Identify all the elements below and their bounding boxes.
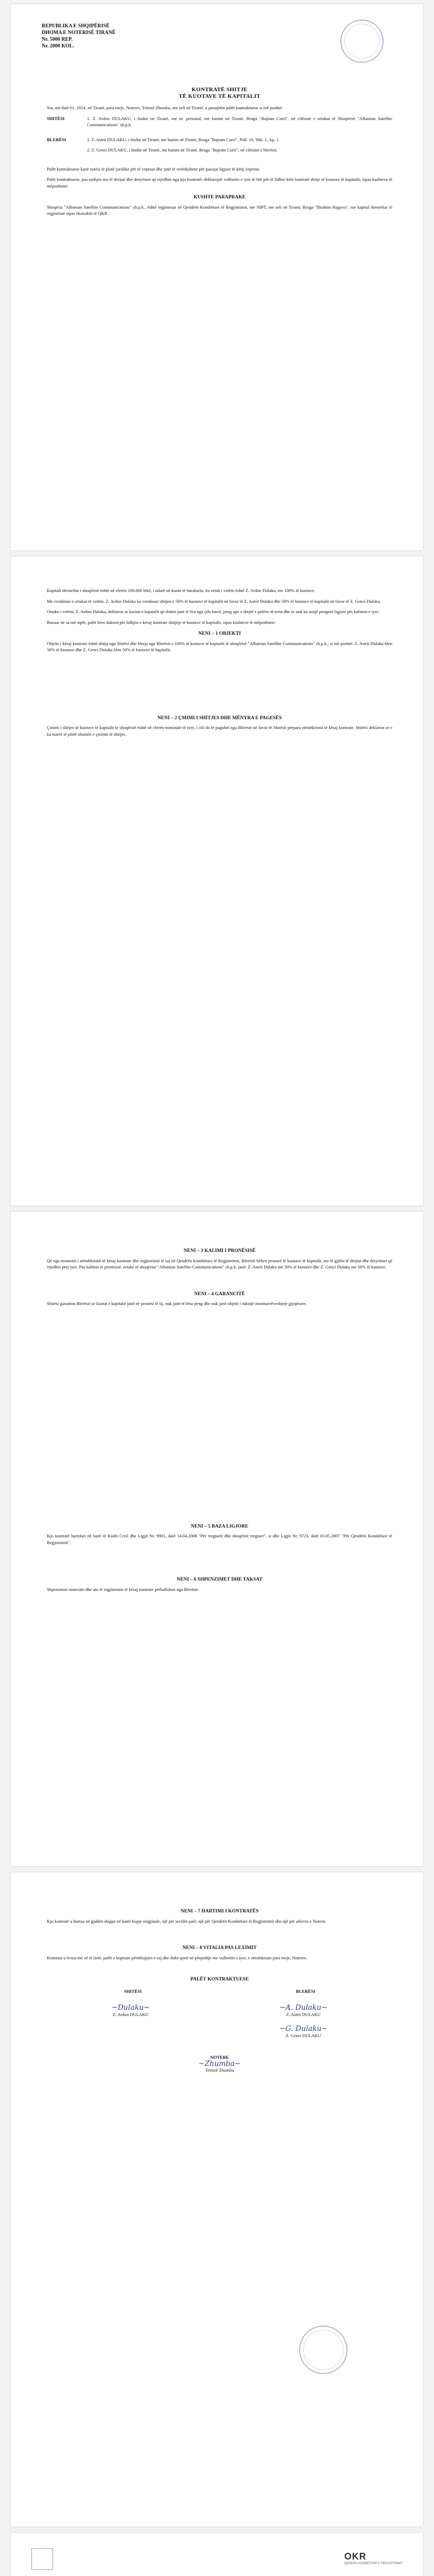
article-text: Shpenzimet noteriale dhe ato të regjistrimit të kësaj kontrate përballohen nga Blerësit. [47,1586,199,1592]
seller-block: SHITËSI 1. Z. Ardon DULAKU, i lindur në Tiranë, me nr. personal, me banim në Tiranë, Rruga "Bajram Curri", në cilësinë e ortakut të Shoqërisë "Albanian Satellite Communications" sh.p.k. [47,115,392,127]
article-title: NENI – 2 ÇMIMI I SHITJES DHE MËNYRA E PAGESËS [157,715,282,721]
document-page-4 [11,1872,423,2527]
buyer-2-name: Z. Genci DULAKU [286,2032,321,2038]
seller-signature: ~Dulaku~ [111,2004,150,2012]
notary-header [42,23,115,49]
paragraph: Bazuar në sa më sipër, palët bien dakord për lidhjen e kësaj kontrate shitjeje të kuotave të kapitalit, sipas kushteve të mëposhtme: [47,619,276,625]
header-line: Nr. 2000 KOL. [42,43,74,49]
article-text: Objekt i kësaj kontrate është shitja nga Shitësi dhe blerja nga Blerësit e 100% të kuotave të kapitalit të shoqërisë "Albanian Satellite Communications" sh.p.k., si më poshtë: Z. Astrit Dulaku blen 50% të kuotave dhe Z. Genci Dulaku blen 50% të kuotave të kapitalit. [47,640,392,652]
notary-name: Trimzë Zhumba [205,2067,234,2073]
emblem-icon [31,2548,53,2570]
article-title: NENI – 3 KALIMI I PRONËSISË [183,1248,256,1253]
document-subtitle: TË KUOTAVE TË KAPITALIT [179,93,261,99]
paragraph: Ortaku i vetëm, Z. Ardon Dulaku, deklaron se kuotat e kapitalit që shiten janë të lira nga çdo barrë, peng apo e drejtë e palëve të treta dhe se nuk ka asnjë pengesë ligjore për kalimin e tyre. [47,609,380,614]
article-title: NENI – 8 VITALIA PAS LEXIMIT [182,1945,257,1951]
header-line: Nr. 5000 REP. [42,37,73,42]
paragraph: Shoqëria "Albanian Satellite Communications" sh.p.k., është regjistruar në Qendrën Kombëtare të Regjistrimit, me NIPT, me seli në Tiranë, Rruga "Ibrahim Rugova", me kapital themeltar të regjistruar sipas ekstraktit të QKR. [47,204,392,216]
paragraph: Palët kontraktuese, pas njohjes me të drejtat dhe detyrimet që rrjedhin nga kjo kontratë, deklarojnë vullnetin e tyre të lirë për të lidhur këtë kontratë shitje të kuotave të kapitalit, sipas kushteve të mëposhtme: [47,177,392,189]
signature-labels: SHITËSI BLERËSI [124,1988,316,1994]
header-line: REPUBLIKA E SHQIPËRISË [42,23,110,29]
document-page-3 [11,1212,423,1866]
notary-seal [299,2326,348,2374]
article-text: Kjo kontratë u hartua në gjuhën shqipe në katër kopje origjinale, një për secilën palë, një për Qendrën Kombëtare të Regjistrimit dhe një për arkivin e Noterit. [47,1918,326,1924]
seller-name: Z. Ardon DULAKU [113,2011,149,2017]
article-text: Kjo kontratë hartohet në bazë të Kodit Civil dhe Ligjit Nr. 9901, datë 14.04.2008 "Për tregtarët dhe shoqëritë tregtare", si dhe Ligjit Nr. 9723, datë 03.05.2007 "Për Qendrën Kombëtare të Regjistrimit". [47,1533,392,1545]
registry-header [31,2548,403,2576]
registry-extract-page-1 [11,2533,423,2576]
signature-row [47,2005,392,2039]
article-title: NENI – 5 BAZA LIGJORE [190,1523,249,1529]
notary-seal [340,20,384,63]
buyer-block: BLERËSI 1. Z. Astrit DULAKU, i lindur në Tiranë, me banim në Tiranë, Rruga "Bajram Curri", Pall. 10, Shk. 1, Ap. 1. 2. Z. Genci DULAKU, i lindur në Tiranë, me banim në Tiranë, Rruga "Bajram Curri", në cilësinë e blerësit. [47,137,280,152]
buyer-1-name: Z. Astrit DULAKU [286,2011,321,2017]
notary-signature: ~Zhumba~ [198,2059,241,2068]
intro-paragraph: Sot, më datë 01. 2014, në Tiranë, para meje, Noteres, Trimzë Zhumba, me seli në Tiranë, u paraqitën palët kontraktuese si më poshtë: [47,105,283,110]
article-title: NENI – 7 HARTIMI I KONTRATËS [180,1909,259,1914]
buyer-2-signature: ~G. Dulaku~ [279,2025,328,2033]
document-page-1 [11,4,423,550]
buyer-1-signature: ~A. Dulaku~ [279,2004,327,2012]
article-text: Kontrata u lexua me zë të lartë, palët e kuptuan përmbajtjen e saj dhe duke qenë në përputhje me vullnetin e tyre, e nënshkruan para meje, Noteres. [47,1955,307,1960]
paragraph: Palët kontraktuese kanë zotësi të plotë juridike për të vepruar dhe janë të vetëdijshme për pasojat ligjore të këtij veprimi. [47,166,261,172]
paragraph: Kapitali themeltar i shoqërisë është në vlerën 100.000 lekë, i ndarë në kuota të barabarta, ku ortak i vetëm është Z. Ardon Dulaku, me 100% të kuotave. [47,588,316,593]
okr-logo: OKR QENDRA KOMBËTARE E REGJISTRIMIT [344,2551,403,2565]
notary-block: NOTERE ~Zhumba~ Trimzë Zhumba [47,2054,392,2074]
article-title: NENI – 4 GARANCITË [194,1291,245,1297]
section-title: KUSHTE PARAPRAKE [194,195,246,200]
article-text: Çmimi i shitjes së kuotave të kapitalit të shoqërisë është në vlerën nominale të tyre, i cili do të paguhet nga Blerësit në favor të Shitësit përpara nënshkrimit të kësaj kontrate. Shitësi deklaron se e ka marrë të plotë shumën e çmimit të shitjes. [47,725,392,737]
signatures-title: PALËT KONTRAKTUESE [190,1977,249,1982]
article-text: Shitësi garanton Blerësit se kuotat e kapitalit janë në pronësi të tij, nuk janë të lëna peng dhe nuk janë objekt i ndonjë mosmarrëveshjeje gjyqësore. [47,1301,307,1306]
article-title: NENI – 1 OBJEKTI [198,631,241,636]
article-text: Që nga momenti i nënshkrimit të kësaj kontrate dhe regjistrimit të saj në Qendrën Kombëtare të Regjistrimit, Blerësit bëhen pronarë të kuotave të kapitalit, me të gjitha të drejtat dhe detyrimet që rrjedhin prej tyre. Pas kalimit të pronësisë, ortakë të shoqërisë "Albanian Satellite Communications" sh.p.k. janë: Z. Astrit Dulaku me 50% të kuotave dhe Z. Genci Dulaku me 50% të kuotave. [47,1258,392,1269]
paragraph: Me vendimin e ortakut të vetëm, Z. Ardon Dulaku ka vendosur shitjen e 50% të kuotave të kapitalit në favor të Z. Astrit Dulaku dhe 50% të kuotave të kapitalit në favor të Z. Genci Dulaku. [47,598,381,604]
document-page-2 [11,556,423,1206]
document-title: KONTRATË SHITJE [192,87,248,93]
header-line: DHOMA E NOTERISË TIRANË [42,30,116,36]
article-title: NENI – 6 SHPENZIMET DHE TAKSAT [177,1577,263,1582]
